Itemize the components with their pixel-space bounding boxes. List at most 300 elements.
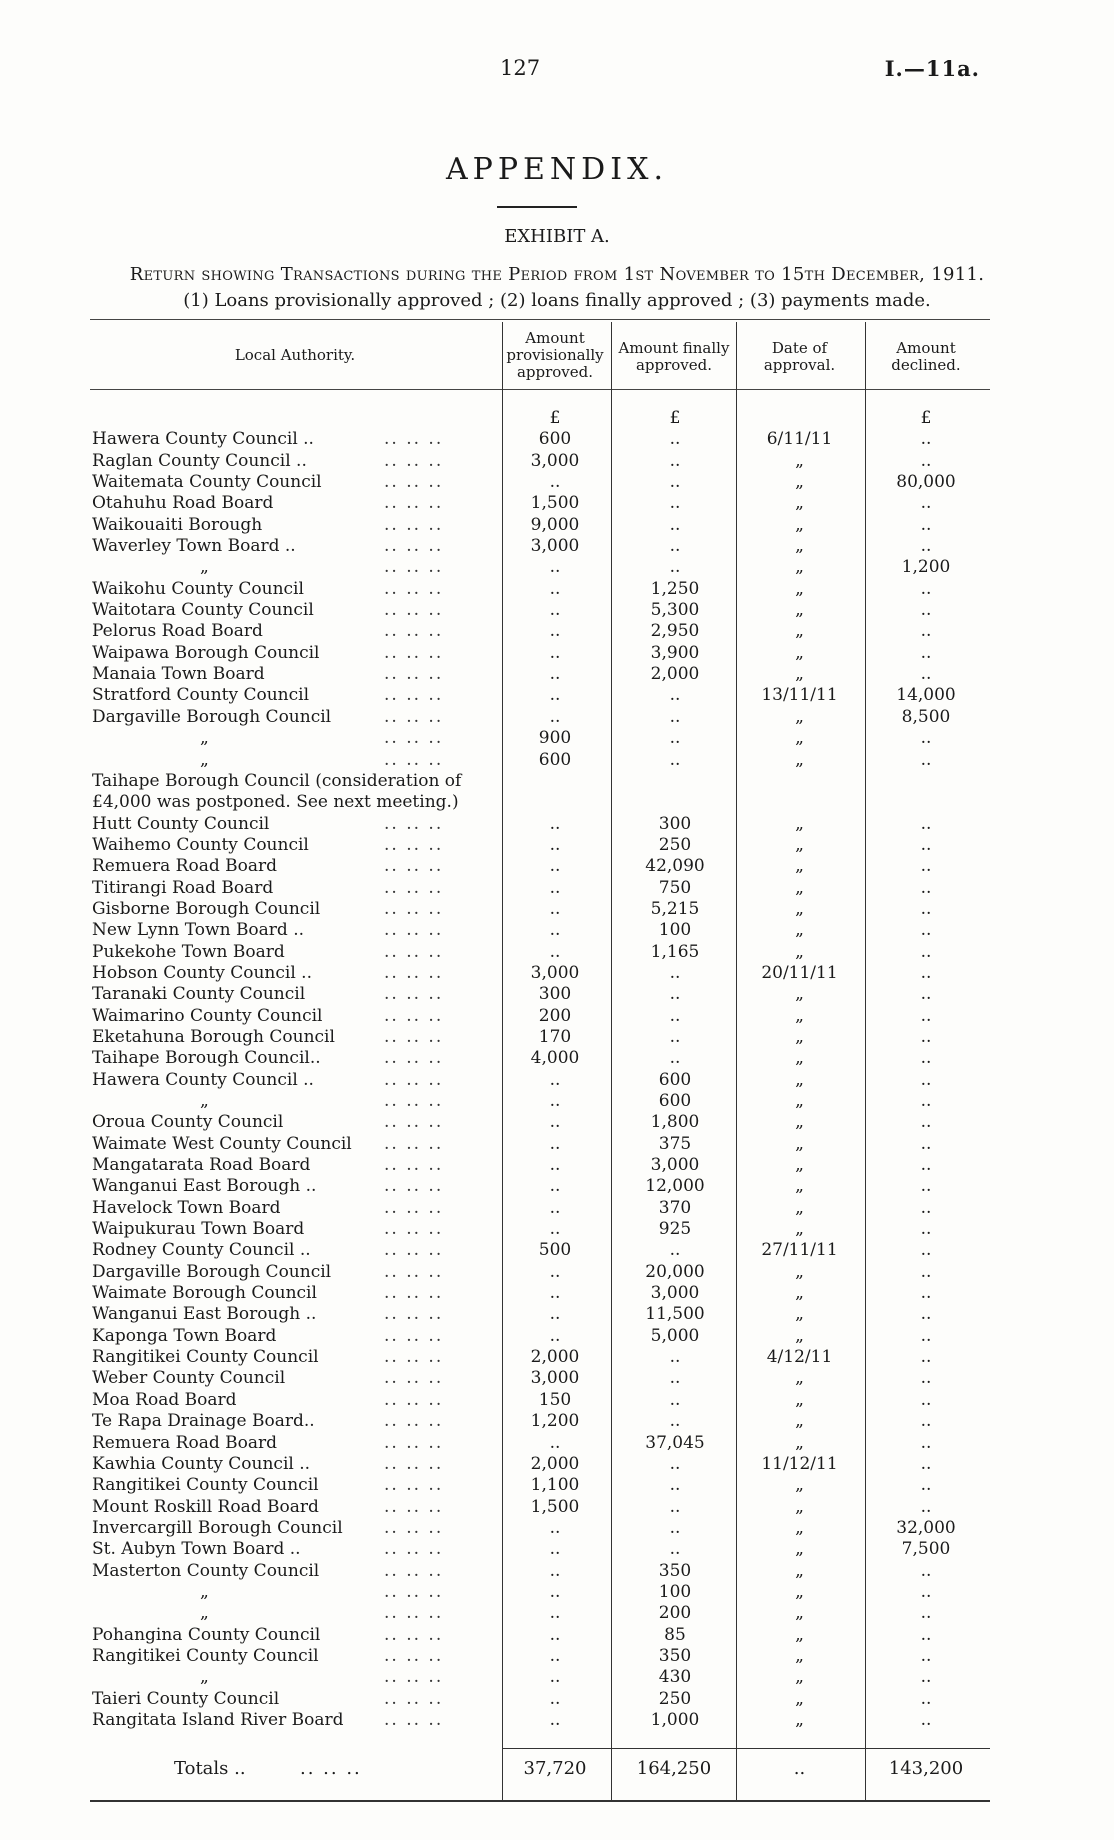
approval-date: „ <box>795 856 804 877</box>
local-authority-name: Raglan County Council .. <box>92 450 307 471</box>
leader-dots: .. .. .. <box>384 898 444 919</box>
local-authority-name: Remuera Road Board <box>92 1432 277 1453</box>
amount-final: 3,900 <box>650 642 700 663</box>
table-row <box>0 1603 1114 1624</box>
amount-provisional: .. <box>549 1304 561 1325</box>
amount-declined: .. <box>920 813 932 834</box>
table-row <box>0 493 1114 514</box>
page-number: 127 <box>500 56 541 80</box>
amount-final: 3,000 <box>650 1283 700 1304</box>
amount-final: .. <box>669 1347 681 1368</box>
amount-provisional: .. <box>549 685 561 706</box>
local-authority-name: Mangatarata Road Board <box>92 1155 311 1176</box>
amount-declined: .. <box>920 1560 932 1581</box>
amount-declined: .. <box>920 642 932 663</box>
table-row <box>0 1326 1114 1347</box>
amount-provisional: .. <box>549 1112 561 1133</box>
amount-final: .. <box>669 1048 681 1069</box>
amount-final: 300 <box>658 813 692 834</box>
leader-dots: .. .. .. <box>384 1539 444 1560</box>
amount-provisional: .. <box>549 898 561 919</box>
amount-declined: .. <box>920 1667 932 1688</box>
table-row <box>0 899 1114 920</box>
amount-provisional: .. <box>549 1432 561 1453</box>
local-authority-name: Hutt County Council <box>92 813 270 834</box>
table-row <box>0 1176 1114 1197</box>
leader-dots: .. .. .. <box>384 1197 444 1218</box>
amount-final: 100 <box>658 1581 692 1602</box>
approval-date: „ <box>795 1026 804 1047</box>
amount-final: .. <box>669 728 681 749</box>
table-row <box>0 536 1114 557</box>
amount-final: .. <box>669 450 681 471</box>
amount-provisional: .. <box>549 1155 561 1176</box>
approval-date: „ <box>795 1155 804 1176</box>
amount-provisional: 3,000 <box>530 450 580 471</box>
amount-declined: .. <box>920 1624 932 1645</box>
table-row <box>0 771 1114 792</box>
amount-final: .. <box>669 749 681 770</box>
amount-declined: 1,200 <box>901 557 951 578</box>
subtitle: (1) Loans provisionally approved ; (2) loans finally approved ; (3) payments made. <box>183 290 931 311</box>
amount-final: 2,950 <box>650 621 700 642</box>
amount-final: .. <box>669 557 681 578</box>
approval-date: „ <box>795 1325 804 1346</box>
amount-final: 250 <box>658 1688 692 1709</box>
local-authority-name: „ <box>200 1581 209 1602</box>
approval-date: „ <box>795 1581 804 1602</box>
totals-rule <box>503 1748 990 1749</box>
amount-declined: .. <box>920 1219 932 1240</box>
amount-declined: .. <box>920 1240 932 1261</box>
local-authority-name: Wanganui East Borough .. <box>92 1176 317 1197</box>
approval-date: „ <box>795 1475 804 1496</box>
approval-date: „ <box>795 578 804 599</box>
amount-final: .. <box>669 1539 681 1560</box>
amount-provisional: .. <box>549 1667 561 1688</box>
local-authority-name: Moa Road Board <box>92 1389 237 1410</box>
leader-dots: .. .. .. <box>384 749 444 770</box>
table-row <box>0 557 1114 578</box>
amount-declined: .. <box>920 1304 932 1325</box>
leader-dots: .. .. .. <box>384 600 444 621</box>
table-row <box>0 1091 1114 1112</box>
leader-dots: .. .. .. <box>384 1581 444 1602</box>
amount-provisional: .. <box>549 557 561 578</box>
approval-date: „ <box>795 1176 804 1197</box>
leader-dots: .. .. .. <box>384 536 444 557</box>
approval-date: „ <box>795 1688 804 1709</box>
leader-dots: .. .. .. <box>384 1624 444 1645</box>
approval-date: „ <box>795 749 804 770</box>
table-row <box>0 1710 1114 1731</box>
leader-dots: .. .. .. <box>384 1667 444 1688</box>
approval-date: „ <box>795 536 804 557</box>
amount-provisional: 150 <box>538 1389 572 1410</box>
leader-dots: .. .. .. <box>384 1496 444 1517</box>
approval-date: „ <box>795 600 804 621</box>
amount-provisional: .. <box>549 1517 561 1538</box>
column-header-provisional <box>503 330 607 381</box>
leader-dots: .. .. .. <box>384 642 444 663</box>
amount-declined: .. <box>920 1603 932 1624</box>
amount-provisional: 600 <box>538 429 572 450</box>
approval-date: „ <box>795 728 804 749</box>
leader-dots: .. .. .. <box>384 1475 444 1496</box>
amount-declined: 32,000 <box>896 1517 956 1538</box>
approval-date: „ <box>795 706 804 727</box>
table-row <box>0 1006 1114 1027</box>
amount-provisional: .. <box>549 941 561 962</box>
column-header-line: approved. <box>635 356 713 374</box>
approval-date: „ <box>795 1539 804 1560</box>
leader-dots: .. .. .. <box>384 984 444 1005</box>
amount-final: 20,000 <box>645 1261 705 1282</box>
leader-dots: .. .. .. <box>384 728 444 749</box>
local-authority-name: Waverley Town Board .. <box>92 536 296 557</box>
table-row <box>0 1689 1114 1710</box>
local-authority-name: Eketahuna Borough Council <box>92 1026 335 1047</box>
amount-provisional: 1,500 <box>530 1496 580 1517</box>
table-row <box>0 1283 1114 1304</box>
table-row <box>0 984 1114 1005</box>
leader-dots: .. .. .. <box>384 1069 444 1090</box>
table-row <box>0 835 1114 856</box>
amount-provisional: .. <box>549 1560 561 1581</box>
approval-date: „ <box>795 834 804 855</box>
amount-provisional: 600 <box>538 749 572 770</box>
approval-date: „ <box>795 1560 804 1581</box>
amount-final: .. <box>669 1389 681 1410</box>
table-row <box>0 515 1114 536</box>
leader-dots: .. .. .. <box>384 1219 444 1240</box>
local-authority-name: „ <box>200 728 209 749</box>
leader-dots: .. .. .. <box>384 1240 444 1261</box>
local-authority-name: Gisborne Borough Council <box>92 898 321 919</box>
table-row <box>0 664 1114 685</box>
amount-final: 750 <box>658 877 692 898</box>
local-authority-name: Weber County Council <box>92 1368 286 1389</box>
approval-date: „ <box>795 1389 804 1410</box>
amount-declined: .. <box>920 429 932 450</box>
local-authority-name: Kawhia County Council .. <box>92 1453 311 1474</box>
local-authority-name: Rodney County Council .. <box>92 1240 311 1261</box>
table-row <box>0 728 1114 749</box>
amount-final: .. <box>669 514 681 535</box>
amount-provisional: 1,500 <box>530 493 580 514</box>
amount-provisional: .. <box>549 706 561 727</box>
table-row <box>0 1411 1114 1432</box>
local-authority-name: Kaponga Town Board <box>92 1325 277 1346</box>
totals-label: Totals .. <box>174 1758 246 1779</box>
amount-declined: .. <box>920 1453 932 1474</box>
table-row <box>0 1497 1114 1518</box>
amount-final: .. <box>669 1026 681 1047</box>
amount-provisional: 170 <box>538 1026 572 1047</box>
leader-dots: .. .. .. <box>384 1453 444 1474</box>
local-authority-name: „ <box>200 1667 209 1688</box>
amount-final: .. <box>669 1005 681 1026</box>
column-header-line: Date of <box>771 339 828 357</box>
local-authority-name: Wanganui East Borough .. <box>92 1304 317 1325</box>
table-row <box>0 600 1114 621</box>
approval-date: „ <box>795 1133 804 1154</box>
table-row <box>0 1112 1114 1133</box>
local-authority-name: Rangitikei County Council <box>92 1645 319 1666</box>
amount-declined: .. <box>920 1411 932 1432</box>
amount-final: 11,500 <box>645 1304 705 1325</box>
amount-declined: .. <box>920 1005 932 1026</box>
approval-date: „ <box>795 557 804 578</box>
leader-dots: .. .. .. <box>384 429 444 450</box>
table-row <box>0 1155 1114 1176</box>
column-header-line: Amount <box>525 329 585 347</box>
amount-declined: .. <box>920 749 932 770</box>
amount-provisional: 2,000 <box>530 1453 580 1474</box>
amount-declined: .. <box>920 1688 932 1709</box>
table-row <box>0 707 1114 728</box>
local-authority-name: Hobson County Council .. <box>92 962 312 983</box>
approval-date: „ <box>795 1496 804 1517</box>
amount-declined: .. <box>920 1091 932 1111</box>
approval-date: „ <box>795 664 804 685</box>
amount-declined: .. <box>920 1048 932 1069</box>
amount-provisional: .. <box>549 813 561 834</box>
amount-declined: .. <box>920 1645 932 1666</box>
amount-provisional: .. <box>549 1283 561 1304</box>
local-authority-name: Waikouaiti Borough <box>92 514 263 535</box>
unit-symbol: £ <box>549 408 561 428</box>
local-authority-name: Dargaville Borough Council <box>92 706 332 727</box>
amount-declined: .. <box>920 898 932 919</box>
unit-symbol: £ <box>669 408 681 428</box>
table-row <box>0 1198 1114 1219</box>
amount-declined: .. <box>920 1197 932 1218</box>
table-row <box>0 451 1114 472</box>
amount-provisional: .. <box>549 1325 561 1346</box>
approval-date: 6/11/11 <box>766 429 833 450</box>
leader-dots: .. .. .. <box>384 1645 444 1666</box>
amount-provisional: 900 <box>538 728 572 749</box>
local-authority-name: New Lynn Town Board .. <box>92 920 305 941</box>
leader-dots: .. .. .. <box>384 621 444 642</box>
leader-dots: .. .. .. <box>384 472 444 493</box>
leader-dots: .. .. .. <box>384 1517 444 1538</box>
table-row <box>0 685 1114 706</box>
page-header <box>0 56 1114 86</box>
header-bottom-rule <box>90 389 990 390</box>
amount-declined: 14,000 <box>896 685 956 706</box>
table-row <box>0 920 1114 941</box>
amount-declined: 7,500 <box>901 1539 951 1560</box>
amount-provisional: .. <box>549 1133 561 1154</box>
leader-dots: .. .. .. <box>384 578 444 599</box>
total-provisional: 37,720 <box>523 1758 587 1779</box>
amount-provisional: 500 <box>538 1240 572 1261</box>
leader-dots: .. .. .. <box>384 962 444 983</box>
column-header-line: Amount finally <box>618 339 730 357</box>
leader-dots: .. .. .. <box>384 1091 444 1111</box>
approval-date: „ <box>795 1283 804 1304</box>
approval-date: „ <box>795 1645 804 1666</box>
column-header-local-authority: Local Authority. <box>234 346 356 364</box>
table-body <box>0 408 1114 1731</box>
leader-dots: .. .. .. <box>384 1261 444 1282</box>
amount-declined: .. <box>920 1176 932 1197</box>
leader-dots: .. .. .. <box>384 1026 444 1047</box>
amount-final: 1,250 <box>650 578 700 599</box>
local-authority-name: Waimate West County Council <box>92 1133 352 1154</box>
table-row <box>0 942 1114 963</box>
column-header-line: approved. <box>516 363 594 381</box>
amount-declined: .. <box>920 514 932 535</box>
leader-dots: .. .. .. <box>384 685 444 706</box>
local-authority-name: Mount Roskill Road Board <box>92 1496 319 1517</box>
amount-provisional: .. <box>549 920 561 941</box>
exhibit-heading: EXHIBIT A. <box>504 226 610 247</box>
approval-date: „ <box>795 898 804 919</box>
approval-date: „ <box>795 1368 804 1389</box>
amount-provisional: .. <box>549 1219 561 1240</box>
amount-provisional: .. <box>549 1603 561 1624</box>
leader-dots: .. .. .. <box>384 1347 444 1368</box>
leader-dots: .. .. .. <box>384 1304 444 1325</box>
amount-provisional: .. <box>549 578 561 599</box>
table-row <box>0 472 1114 493</box>
leader-dots: .. .. .. <box>384 1560 444 1581</box>
amount-final: .. <box>669 1368 681 1389</box>
leader-dots: .. .. .. <box>384 493 444 514</box>
amount-final: .. <box>669 685 681 706</box>
approval-date: „ <box>795 1091 804 1111</box>
approval-date: „ <box>795 877 804 898</box>
amount-final: 5,000 <box>650 1325 700 1346</box>
amount-provisional: 3,000 <box>530 536 580 557</box>
leader-dots: .. .. .. <box>384 1048 444 1069</box>
amount-declined: .. <box>920 877 932 898</box>
amount-declined: .. <box>920 1496 932 1517</box>
amount-final: 5,215 <box>650 898 700 919</box>
amount-final: 375 <box>658 1133 692 1154</box>
table-row <box>0 1134 1114 1155</box>
leader-dots: .. .. .. <box>384 856 444 877</box>
amount-provisional: .. <box>549 1645 561 1666</box>
table-row <box>0 814 1114 835</box>
data-rows <box>0 429 1114 1731</box>
amount-provisional: .. <box>549 472 561 493</box>
amount-final: .. <box>669 1240 681 1261</box>
leader-dots: .. .. .. <box>384 1155 444 1176</box>
amount-declined: .. <box>920 962 932 983</box>
table-row <box>0 1646 1114 1667</box>
amount-declined: .. <box>920 1368 932 1389</box>
approval-date: „ <box>795 1304 804 1325</box>
amount-final: 100 <box>658 920 692 941</box>
local-authority-name: Oroua County Council <box>92 1112 284 1133</box>
amount-declined: 80,000 <box>896 472 956 493</box>
table-row <box>0 750 1114 771</box>
local-authority-name: Waimarino County Council <box>92 1005 323 1026</box>
approval-date: „ <box>795 813 804 834</box>
amount-declined: .. <box>920 1112 932 1133</box>
approval-date: „ <box>795 1197 804 1218</box>
approval-date: „ <box>795 1603 804 1624</box>
table-row <box>0 579 1114 600</box>
amount-final: .. <box>669 984 681 1005</box>
local-authority-name: St. Aubyn Town Board .. <box>92 1539 301 1560</box>
local-authority-name: Stratford County Council <box>92 685 310 706</box>
local-authority-name: Invercargill Borough Council <box>92 1517 343 1538</box>
local-authority-name: Waikohu County Council <box>92 578 304 599</box>
amount-provisional: .. <box>549 834 561 855</box>
table-row <box>0 1368 1114 1389</box>
table-row <box>0 429 1114 450</box>
table-row <box>0 1475 1114 1496</box>
local-authority-name: Waitemata County Council <box>92 472 322 493</box>
table-row <box>0 1390 1114 1411</box>
leader-dots: .. .. .. <box>384 1283 444 1304</box>
amount-declined: .. <box>920 1581 932 1602</box>
amount-declined: .. <box>920 450 932 471</box>
local-authority-name: Waihemo County Council <box>92 834 309 855</box>
leader-dots: .. .. .. <box>384 1133 444 1154</box>
amount-final: 250 <box>658 834 692 855</box>
local-authority-name: Te Rapa Drainage Board.. <box>92 1411 315 1432</box>
amount-declined: 8,500 <box>901 706 951 727</box>
amount-provisional: .. <box>549 1197 561 1218</box>
table-row <box>0 1625 1114 1646</box>
amount-declined: .. <box>920 1325 932 1346</box>
table-row <box>0 1347 1114 1368</box>
amount-provisional: 1,200 <box>530 1411 580 1432</box>
approval-date: „ <box>795 920 804 941</box>
amount-provisional: .. <box>549 1709 561 1730</box>
amount-final: .. <box>669 1475 681 1496</box>
amount-provisional: .. <box>549 877 561 898</box>
leader-dots: .. .. .. <box>384 1368 444 1389</box>
amount-provisional: .. <box>549 1539 561 1560</box>
amount-final: .. <box>669 1517 681 1538</box>
unit-symbol: £ <box>920 408 932 428</box>
local-authority-name: Dargaville Borough Council <box>92 1261 332 1282</box>
table-row <box>0 1667 1114 1688</box>
local-authority-name: „ <box>200 1091 209 1111</box>
amount-declined: .. <box>920 1389 932 1410</box>
approval-date: „ <box>795 450 804 471</box>
amount-final: 1,000 <box>650 1709 700 1730</box>
local-authority-name: Remuera Road Board <box>92 856 277 877</box>
amount-final: .. <box>669 706 681 727</box>
amount-final: 2,000 <box>650 664 700 685</box>
amount-final: .. <box>669 1496 681 1517</box>
local-authority-name: £4,000 was postponed. See next meeting.) <box>92 792 459 813</box>
table-row <box>0 1240 1114 1261</box>
amount-declined: .. <box>920 856 932 877</box>
amount-provisional: .. <box>549 1624 561 1645</box>
local-authority-name: Taieri County Council <box>92 1688 280 1709</box>
table-row <box>0 1518 1114 1539</box>
leader-dots: .. .. .. <box>300 1758 362 1779</box>
page-title: APPENDIX. <box>446 152 668 187</box>
table-row <box>0 1304 1114 1325</box>
amount-final: 42,090 <box>645 856 705 877</box>
approval-date: „ <box>795 1667 804 1688</box>
table-row <box>0 1262 1114 1283</box>
leader-dots: .. .. .. <box>384 450 444 471</box>
approval-date: „ <box>795 1432 804 1453</box>
local-authority-name: „ <box>200 1603 209 1624</box>
table-row <box>0 1027 1114 1048</box>
